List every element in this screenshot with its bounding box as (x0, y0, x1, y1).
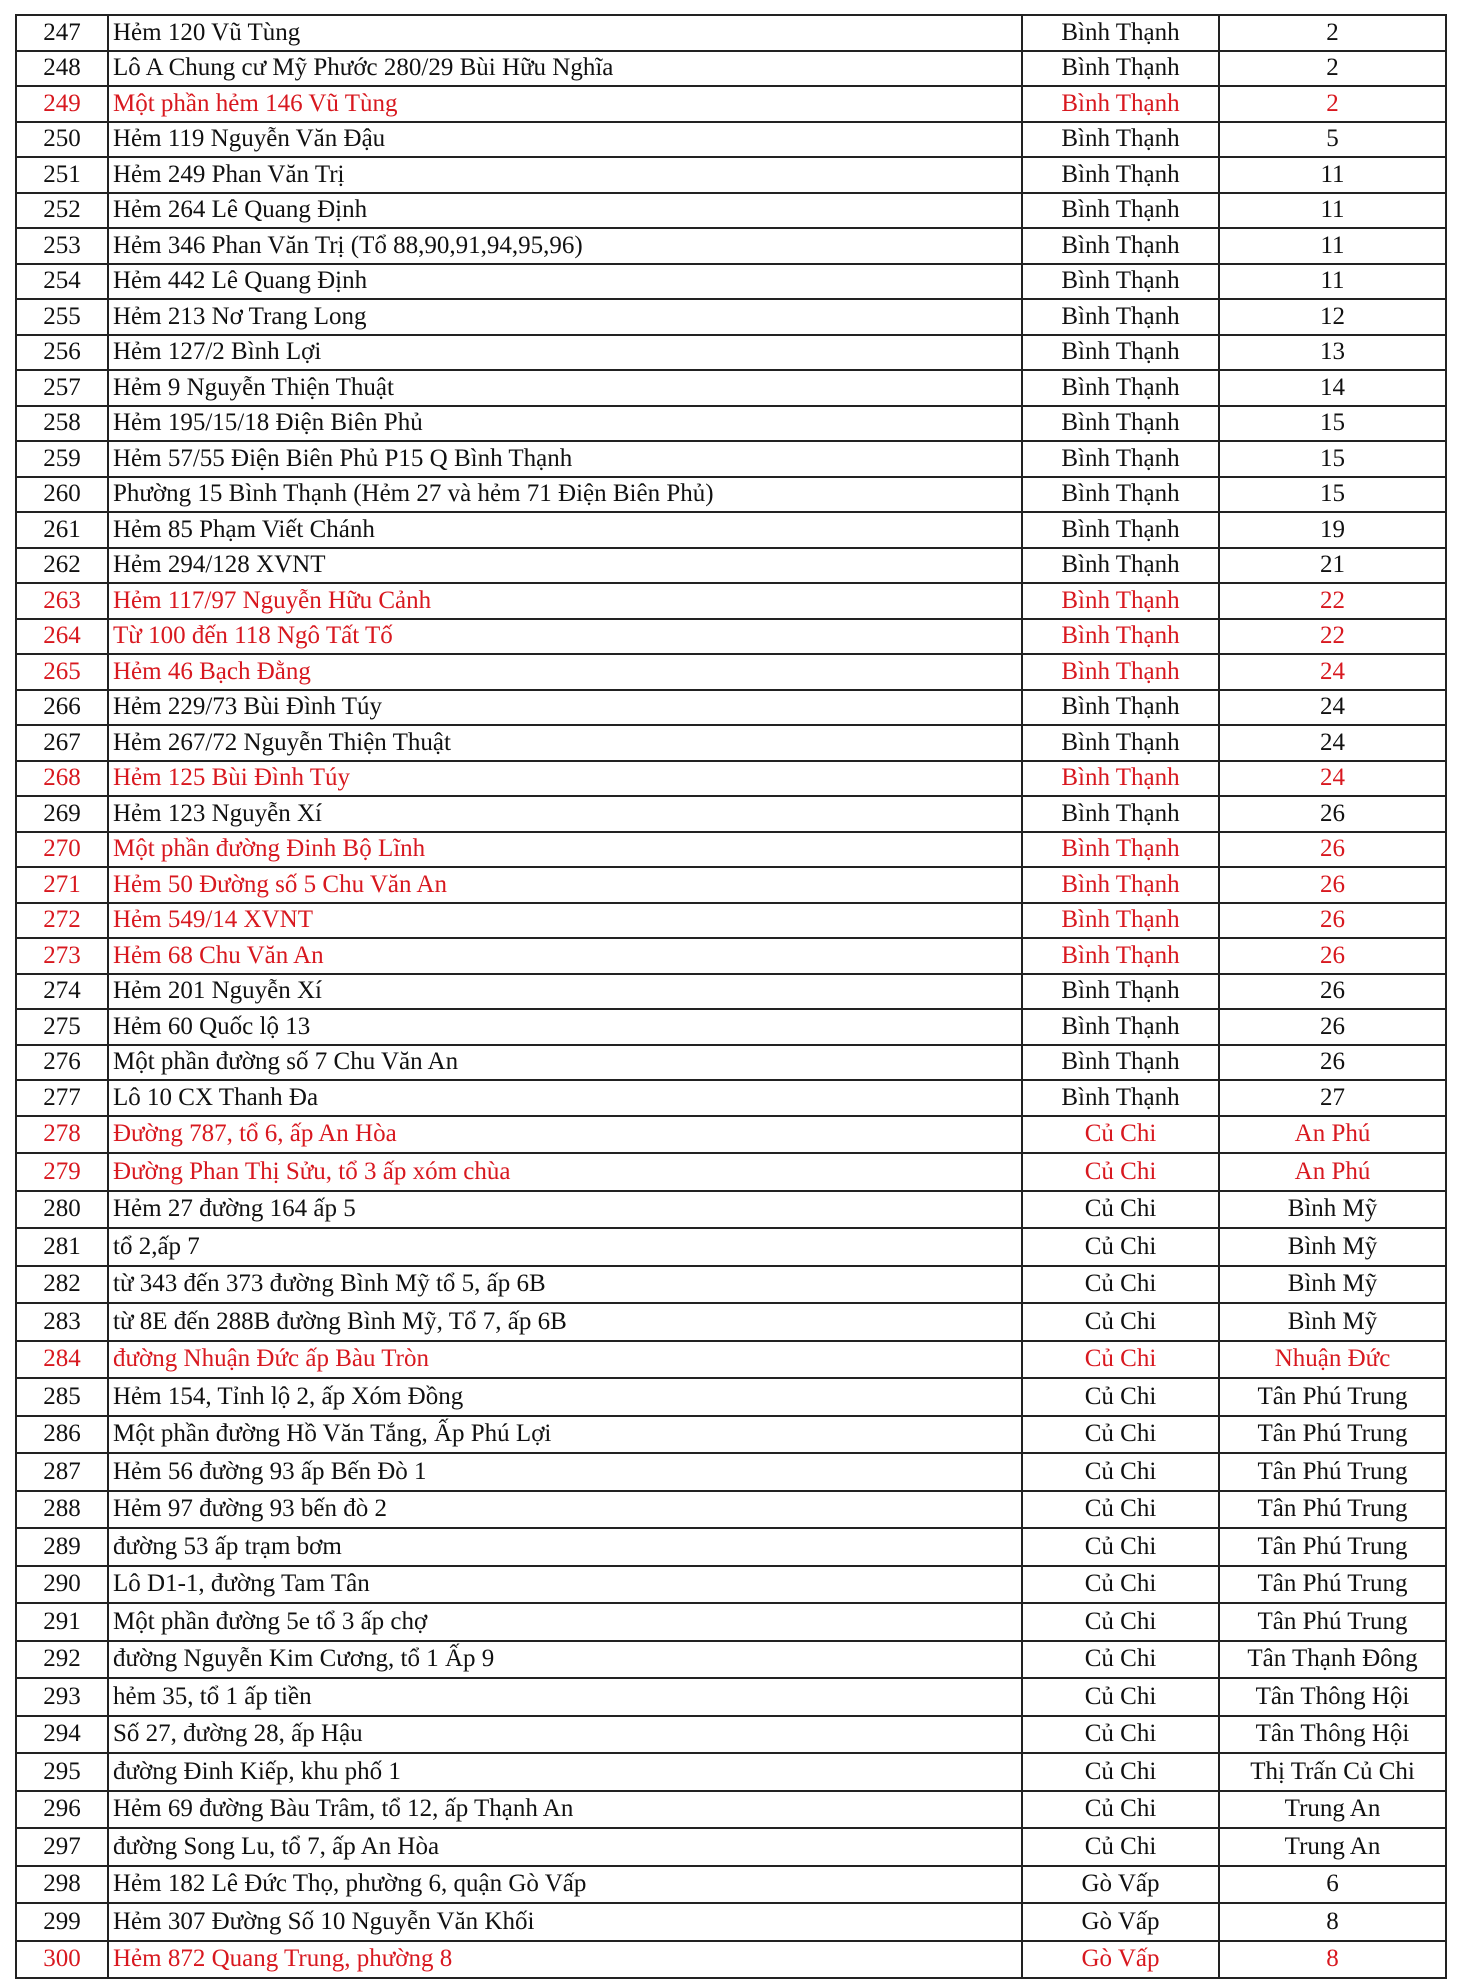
row-number-cell: 298 (16, 1866, 108, 1904)
row-number-cell: 263 (16, 583, 108, 619)
district-cell: Bình Thạnh (1022, 299, 1219, 335)
table-row (16, 867, 1446, 903)
address-cell: Hẻm 120 Vũ Tùng (108, 15, 1022, 51)
ward-cell: Tân Thông Hội (1219, 1716, 1446, 1754)
table-row (16, 1416, 1446, 1454)
row-number-cell: 296 (16, 1791, 108, 1829)
address-cell: Hẻm 249 Phan Văn Trị (108, 157, 1022, 193)
address-cell: Hẻm 9 Nguyễn Thiện Thuật (108, 370, 1022, 406)
row-number-cell: 276 (16, 1045, 108, 1081)
table-row (16, 761, 1446, 797)
row-number-cell: 289 (16, 1528, 108, 1566)
table-row (16, 832, 1446, 868)
table-row (16, 512, 1446, 548)
table-row (16, 1491, 1446, 1529)
address-cell: Hẻm 346 Phan Văn Trị (Tổ 88,90,91,94,95,96) (108, 228, 1022, 264)
row-number-cell: 261 (16, 512, 108, 548)
table-row (16, 370, 1446, 406)
row-number-cell: 253 (16, 228, 108, 264)
ward-cell: 21 (1219, 548, 1446, 584)
address-cell: Hẻm 56 đường 93 ấp Bến Đò 1 (108, 1453, 1022, 1491)
row-number-cell: 265 (16, 654, 108, 690)
district-cell: Củ Chi (1022, 1416, 1219, 1454)
table-row (16, 1603, 1446, 1641)
district-cell: Bình Thạnh (1022, 725, 1219, 761)
table-row (16, 938, 1446, 974)
address-cell: Lô A Chung cư Mỹ Phước 280/29 Bùi Hữu Nghĩa (108, 51, 1022, 87)
ward-cell: Tân Phú Trung (1219, 1528, 1446, 1566)
ward-cell: 26 (1219, 1009, 1446, 1045)
address-cell: Một phần đường 5e tổ 3 ấp chợ (108, 1603, 1022, 1641)
ward-cell: 22 (1219, 583, 1446, 619)
table-row (16, 335, 1446, 371)
address-cell: từ 8E đến 288B đường Bình Mỹ, Tổ 7, ấp 6B (108, 1303, 1022, 1341)
address-cell: Hẻm 264 Lê Quang Định (108, 193, 1022, 229)
district-cell: Gò Vấp (1022, 1866, 1219, 1904)
row-number-cell: 258 (16, 406, 108, 442)
table-row (16, 903, 1446, 939)
table-row (16, 1116, 1446, 1154)
district-cell: Bình Thạnh (1022, 654, 1219, 690)
row-number-cell: 293 (16, 1678, 108, 1716)
district-cell: Gò Vấp (1022, 1941, 1219, 1979)
ward-cell: 8 (1219, 1941, 1446, 1979)
table-row (16, 1903, 1446, 1941)
table-row (16, 583, 1446, 619)
ward-cell: 26 (1219, 796, 1446, 832)
address-cell: Đường Phan Thị Sửu, tổ 3 ấp xóm chùa (108, 1153, 1022, 1191)
table-row (16, 477, 1446, 513)
ward-cell: 22 (1219, 619, 1446, 655)
row-number-cell: 249 (16, 86, 108, 122)
district-cell: Củ Chi (1022, 1678, 1219, 1716)
row-number-cell: 255 (16, 299, 108, 335)
ward-cell: 24 (1219, 690, 1446, 726)
address-cell: Hẻm 294/128 XVNT (108, 548, 1022, 584)
row-number-cell: 259 (16, 441, 108, 477)
ward-cell: 19 (1219, 512, 1446, 548)
row-number-cell: 282 (16, 1266, 108, 1304)
table-row (16, 15, 1446, 51)
district-cell: Bình Thạnh (1022, 51, 1219, 87)
district-cell: Bình Thạnh (1022, 264, 1219, 300)
ward-cell: An Phú (1219, 1116, 1446, 1154)
district-cell: Củ Chi (1022, 1603, 1219, 1641)
district-cell: Bình Thạnh (1022, 370, 1219, 406)
district-cell: Bình Thạnh (1022, 1009, 1219, 1045)
district-cell: Bình Thạnh (1022, 1080, 1219, 1116)
row-number-cell: 251 (16, 157, 108, 193)
ward-cell: Bình Mỹ (1219, 1266, 1446, 1304)
address-cell: hẻm 35, tổ 1 ấp tiền (108, 1678, 1022, 1716)
table-row (16, 1009, 1446, 1045)
address-cell: Hẻm 123 Nguyễn Xí (108, 796, 1022, 832)
table-row (16, 1453, 1446, 1491)
address-cell: Một phần đường Hồ Văn Tắng, Ấp Phú Lợi (108, 1416, 1022, 1454)
address-cell: đường Đinh Kiếp, khu phố 1 (108, 1753, 1022, 1791)
row-number-cell: 257 (16, 370, 108, 406)
ward-cell: 11 (1219, 264, 1446, 300)
row-number-cell: 287 (16, 1453, 108, 1491)
ward-cell: Tân Thông Hội (1219, 1678, 1446, 1716)
address-cell: Hẻm 85 Phạm Viết Chánh (108, 512, 1022, 548)
ward-cell: Tân Phú Trung (1219, 1566, 1446, 1604)
ward-cell: Thị Trấn Củ Chi (1219, 1753, 1446, 1791)
table-row (16, 1191, 1446, 1229)
row-number-cell: 269 (16, 796, 108, 832)
district-cell: Bình Thạnh (1022, 228, 1219, 264)
ward-cell: 2 (1219, 86, 1446, 122)
table-row (16, 974, 1446, 1010)
district-cell: Bình Thạnh (1022, 548, 1219, 584)
locations-table (15, 14, 1447, 1979)
row-number-cell: 297 (16, 1828, 108, 1866)
district-cell: Củ Chi (1022, 1828, 1219, 1866)
table-row (16, 1045, 1446, 1081)
ward-cell: 11 (1219, 228, 1446, 264)
district-cell: Bình Thạnh (1022, 867, 1219, 903)
ward-cell: 2 (1219, 51, 1446, 87)
table-row (16, 1266, 1446, 1304)
address-cell: Hẻm 117/97 Nguyễn Hữu Cảnh (108, 583, 1022, 619)
address-cell: Hẻm 60 Quốc lộ 13 (108, 1009, 1022, 1045)
ward-cell: Trung An (1219, 1791, 1446, 1829)
row-number-cell: 267 (16, 725, 108, 761)
address-cell: Hẻm 69 đường Bàu Trâm, tổ 12, ấp Thạnh An (108, 1791, 1022, 1829)
row-number-cell: 268 (16, 761, 108, 797)
address-cell: Hẻm 442 Lê Quang Định (108, 264, 1022, 300)
ward-cell: 26 (1219, 1045, 1446, 1081)
address-cell: Phường 15 Bình Thạnh (Hẻm 27 và hẻm 71 Điện Biên Phủ) (108, 477, 1022, 513)
table-row (16, 1866, 1446, 1904)
ward-cell: 15 (1219, 441, 1446, 477)
row-number-cell: 250 (16, 122, 108, 158)
table-row (16, 619, 1446, 655)
address-cell: đường Nhuận Đức ấp Bàu Tròn (108, 1341, 1022, 1379)
ward-cell: 11 (1219, 157, 1446, 193)
ward-cell: 13 (1219, 335, 1446, 371)
row-number-cell: 284 (16, 1341, 108, 1379)
table-row (16, 1716, 1446, 1754)
table-body (16, 15, 1446, 1978)
district-cell: Củ Chi (1022, 1116, 1219, 1154)
ward-cell: 12 (1219, 299, 1446, 335)
ward-cell: 24 (1219, 725, 1446, 761)
table-row (16, 1791, 1446, 1829)
district-cell: Bình Thạnh (1022, 406, 1219, 442)
address-cell: Số 27, đường 28, ấp Hậu (108, 1716, 1022, 1754)
district-cell: Củ Chi (1022, 1641, 1219, 1679)
ward-cell: Bình Mỹ (1219, 1191, 1446, 1229)
table-row (16, 406, 1446, 442)
row-number-cell: 288 (16, 1491, 108, 1529)
address-cell: Hẻm 57/55 Điện Biên Phủ P15 Q Bình Thạnh (108, 441, 1022, 477)
address-cell: Hẻm 229/73 Bùi Đình Túy (108, 690, 1022, 726)
row-number-cell: 285 (16, 1378, 108, 1416)
address-cell: Lô D1-1, đường Tam Tân (108, 1566, 1022, 1604)
address-cell: Hẻm 46 Bạch Đằng (108, 654, 1022, 690)
ward-cell: 15 (1219, 477, 1446, 513)
table-row (16, 1080, 1446, 1116)
district-cell: Bình Thạnh (1022, 1045, 1219, 1081)
address-cell: Một phần hẻm 146 Vũ Tùng (108, 86, 1022, 122)
row-number-cell: 271 (16, 867, 108, 903)
ward-cell: 26 (1219, 938, 1446, 974)
row-number-cell: 279 (16, 1153, 108, 1191)
row-number-cell: 286 (16, 1416, 108, 1454)
address-cell: Hẻm 549/14 XVNT (108, 903, 1022, 939)
row-number-cell: 283 (16, 1303, 108, 1341)
district-cell: Bình Thạnh (1022, 193, 1219, 229)
row-number-cell: 274 (16, 974, 108, 1010)
ward-cell: Nhuận Đức (1219, 1341, 1446, 1379)
ward-cell: An Phú (1219, 1153, 1446, 1191)
district-cell: Củ Chi (1022, 1191, 1219, 1229)
row-number-cell: 299 (16, 1903, 108, 1941)
district-cell: Củ Chi (1022, 1228, 1219, 1266)
district-cell: Bình Thạnh (1022, 903, 1219, 939)
address-cell: Hẻm 119 Nguyễn Văn Đậu (108, 122, 1022, 158)
ward-cell: 5 (1219, 122, 1446, 158)
address-cell: Hẻm 307 Đường Số 10 Nguyễn Văn Khối (108, 1903, 1022, 1941)
table-row (16, 1303, 1446, 1341)
table-row (16, 86, 1446, 122)
table-row (16, 193, 1446, 229)
district-cell: Bình Thạnh (1022, 157, 1219, 193)
table-row (16, 157, 1446, 193)
ward-cell: Bình Mỹ (1219, 1303, 1446, 1341)
table-row (16, 1828, 1446, 1866)
row-number-cell: 248 (16, 51, 108, 87)
row-number-cell: 275 (16, 1009, 108, 1045)
table-row (16, 264, 1446, 300)
address-cell: Hẻm 195/15/18 Điện Biên Phủ (108, 406, 1022, 442)
district-cell: Củ Chi (1022, 1453, 1219, 1491)
district-cell: Bình Thạnh (1022, 938, 1219, 974)
ward-cell: Tân Thạnh Đông (1219, 1641, 1446, 1679)
ward-cell: Tân Phú Trung (1219, 1416, 1446, 1454)
ward-cell: 26 (1219, 867, 1446, 903)
address-cell: Hẻm 127/2 Bình Lợi (108, 335, 1022, 371)
row-number-cell: 270 (16, 832, 108, 868)
table-row (16, 1641, 1446, 1679)
row-number-cell: 262 (16, 548, 108, 584)
ward-cell: Tân Phú Trung (1219, 1453, 1446, 1491)
ward-cell: 11 (1219, 193, 1446, 229)
ward-cell: 27 (1219, 1080, 1446, 1116)
address-cell: Hẻm 872 Quang Trung, phường 8 (108, 1941, 1022, 1979)
table-row (16, 122, 1446, 158)
district-cell: Củ Chi (1022, 1716, 1219, 1754)
address-cell: Hẻm 267/72 Nguyễn Thiện Thuật (108, 725, 1022, 761)
row-number-cell: 264 (16, 619, 108, 655)
row-number-cell: 278 (16, 1116, 108, 1154)
ward-cell: 26 (1219, 903, 1446, 939)
ward-cell: 14 (1219, 370, 1446, 406)
district-cell: Bình Thạnh (1022, 122, 1219, 158)
table-row (16, 1528, 1446, 1566)
row-number-cell: 273 (16, 938, 108, 974)
address-cell: Từ 100 đến 118 Ngô Tất Tố (108, 619, 1022, 655)
table-row (16, 1378, 1446, 1416)
district-cell: Bình Thạnh (1022, 761, 1219, 797)
ward-cell: 15 (1219, 406, 1446, 442)
district-cell: Củ Chi (1022, 1791, 1219, 1829)
district-cell: Bình Thạnh (1022, 441, 1219, 477)
address-cell: Hẻm 125 Bùi Đình Túy (108, 761, 1022, 797)
district-cell: Củ Chi (1022, 1491, 1219, 1529)
ward-cell: 24 (1219, 761, 1446, 797)
district-cell: Củ Chi (1022, 1153, 1219, 1191)
ward-cell: 26 (1219, 974, 1446, 1010)
district-cell: Củ Chi (1022, 1266, 1219, 1304)
ward-cell: 26 (1219, 832, 1446, 868)
row-number-cell: 295 (16, 1753, 108, 1791)
address-cell: Hẻm 97 đường 93 bến đò 2 (108, 1491, 1022, 1529)
table-row (16, 1341, 1446, 1379)
district-cell: Bình Thạnh (1022, 512, 1219, 548)
row-number-cell: 256 (16, 335, 108, 371)
table-row (16, 441, 1446, 477)
row-number-cell: 294 (16, 1716, 108, 1754)
district-cell: Bình Thạnh (1022, 690, 1219, 726)
district-cell: Củ Chi (1022, 1528, 1219, 1566)
address-cell: Hẻm 154, Tỉnh lộ 2, ấp Xóm Đồng (108, 1378, 1022, 1416)
table-row (16, 1753, 1446, 1791)
table-row (16, 725, 1446, 761)
ward-cell: 8 (1219, 1903, 1446, 1941)
table-row (16, 796, 1446, 832)
row-number-cell: 266 (16, 690, 108, 726)
table-row (16, 228, 1446, 264)
address-cell: đường Nguyễn Kim Cương, tổ 1 Ấp 9 (108, 1641, 1022, 1679)
district-cell: Bình Thạnh (1022, 796, 1219, 832)
table-row (16, 1941, 1446, 1979)
row-number-cell: 291 (16, 1603, 108, 1641)
address-cell: Lô 10 CX Thanh Đa (108, 1080, 1022, 1116)
ward-cell: 6 (1219, 1866, 1446, 1904)
district-cell: Củ Chi (1022, 1341, 1219, 1379)
row-number-cell: 290 (16, 1566, 108, 1604)
address-cell: từ 343 đến 373 đường Bình Mỹ tổ 5, ấp 6B (108, 1266, 1022, 1304)
district-cell: Bình Thạnh (1022, 15, 1219, 51)
district-cell: Bình Thạnh (1022, 86, 1219, 122)
address-cell: Hẻm 201 Nguyễn Xí (108, 974, 1022, 1010)
row-number-cell: 252 (16, 193, 108, 229)
address-cell: Hẻm 182 Lê Đức Thọ, phường 6, quận Gò Vấp (108, 1866, 1022, 1904)
row-number-cell: 254 (16, 264, 108, 300)
address-cell: Hẻm 68 Chu Văn An (108, 938, 1022, 974)
address-cell: Một phần đường Đinh Bộ Lĩnh (108, 832, 1022, 868)
ward-cell: 2 (1219, 15, 1446, 51)
table-row (16, 548, 1446, 584)
row-number-cell: 281 (16, 1228, 108, 1266)
district-cell: Bình Thạnh (1022, 974, 1219, 1010)
address-cell: Hẻm 213 Nơ Trang Long (108, 299, 1022, 335)
address-cell: Đường 787, tổ 6, ấp An Hòa (108, 1116, 1022, 1154)
district-cell: Bình Thạnh (1022, 583, 1219, 619)
address-cell: tổ 2,ấp 7 (108, 1228, 1022, 1266)
ward-cell: Tân Phú Trung (1219, 1603, 1446, 1641)
table-row (16, 51, 1446, 87)
district-cell: Củ Chi (1022, 1566, 1219, 1604)
row-number-cell: 247 (16, 15, 108, 51)
district-cell: Củ Chi (1022, 1303, 1219, 1341)
district-cell: Củ Chi (1022, 1753, 1219, 1791)
table-row (16, 1228, 1446, 1266)
row-number-cell: 272 (16, 903, 108, 939)
ward-cell: Tân Phú Trung (1219, 1491, 1446, 1529)
ward-cell: Bình Mỹ (1219, 1228, 1446, 1266)
ward-cell: Tân Phú Trung (1219, 1378, 1446, 1416)
row-number-cell: 280 (16, 1191, 108, 1229)
table-row (16, 654, 1446, 690)
row-number-cell: 292 (16, 1641, 108, 1679)
row-number-cell: 277 (16, 1080, 108, 1116)
row-number-cell: 260 (16, 477, 108, 513)
table-row (16, 690, 1446, 726)
district-cell: Bình Thạnh (1022, 335, 1219, 371)
district-cell: Gò Vấp (1022, 1903, 1219, 1941)
address-cell: đường 53 ấp trạm bơm (108, 1528, 1022, 1566)
table-row (16, 299, 1446, 335)
table-row (16, 1153, 1446, 1191)
table-row (16, 1566, 1446, 1604)
address-cell: Hẻm 50 Đường số 5 Chu Văn An (108, 867, 1022, 903)
ward-cell: Trung An (1219, 1828, 1446, 1866)
district-cell: Bình Thạnh (1022, 477, 1219, 513)
district-cell: Bình Thạnh (1022, 832, 1219, 868)
address-cell: đường Song Lu, tổ 7, ấp An Hòa (108, 1828, 1022, 1866)
district-cell: Bình Thạnh (1022, 619, 1219, 655)
address-cell: Một phần đường số 7 Chu Văn An (108, 1045, 1022, 1081)
row-number-cell: 300 (16, 1941, 108, 1979)
ward-cell: 24 (1219, 654, 1446, 690)
address-cell: Hẻm 27 đường 164 ấp 5 (108, 1191, 1022, 1229)
table-row (16, 1678, 1446, 1716)
district-cell: Củ Chi (1022, 1378, 1219, 1416)
